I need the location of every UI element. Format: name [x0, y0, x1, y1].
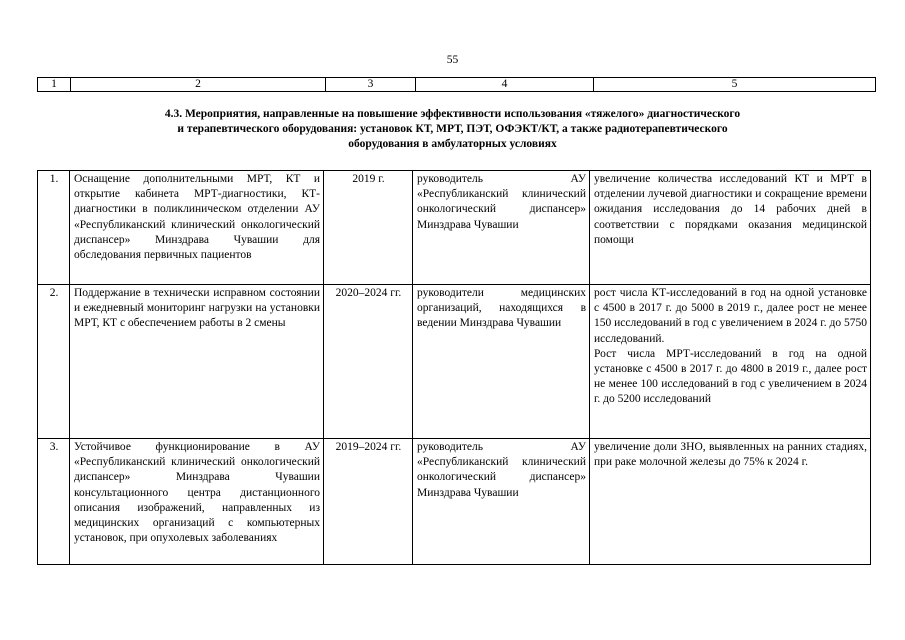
measure-cell: Устойчивое функционирование в АУ «Республиканский клинический онкологический диспансер» Минздрава Чувашии консультационного центра дистанционного описания изображений, направленных из медицинских организаций с компьютерных установок, при опухолевых заболеваниях [70, 439, 324, 565]
result-paragraph: рост числа КТ-исследований в год на одной установке с 4500 в 2017 г. до 5000 в 2019 г., далее рост не менее 150 исследований в год с увеличением в 2024 г. до 5750 исследований. [594, 287, 867, 345]
column-number: 3 [326, 78, 416, 92]
measure-cell: Поддержание в технически исправном состоянии и ежедневный мониторинг нагрузки на установки МРТ, КТ с обеспечением работы в 2 смены [70, 285, 324, 439]
result-cell [590, 171, 871, 285]
column-number: 5 [594, 78, 876, 92]
measure-cell: Оснащение дополнительными МРТ, КТ и открытие кабинета МРТ-диагностики, КТ-диагностики в поликлиническом отделении АУ «Республиканский клинический онкологический диспансер» Минздрава Чувашии для обследования первичных пациентов [70, 171, 324, 285]
period-cell: 2020–2024 гг. [324, 285, 413, 439]
responsible-cell: руководители медицинских организаций, находящихся в ведении Минздрава Чувашии [413, 285, 590, 439]
table-row [38, 171, 871, 285]
column-number: 1 [38, 78, 71, 92]
result-cell [590, 439, 871, 565]
row-number: 1. [38, 171, 70, 285]
section-title-line: и терапевтического оборудования: установок КТ, МРТ, ПЭТ, ОФЭКТ/КТ, а также радиотерапевтического [177, 123, 728, 135]
result-paragraph: увеличение доли ЗНО, выявленных на ранних стадиях, при раке молочной железы до 75% к 2024 г. [594, 441, 867, 469]
result-paragraph: увеличение количества исследований КТ и МРТ в отделении лучевой диагностики и сокращение времени ожидания исследования до 14 рабочих дней в соответствии с порядками оказания медицинской помощи [594, 173, 867, 246]
period-cell: 2019 г. [324, 171, 413, 285]
table-row [38, 285, 871, 439]
column-number: 4 [416, 78, 594, 92]
period-cell: 2019–2024 гг. [324, 439, 413, 565]
responsible-cell: руководитель АУ «Республиканский клинический онкологический диспансер» Минздрава Чувашии [413, 171, 590, 285]
result-paragraph: Рост числа МРТ-исследований в год на одной установке с 4500 в 2017 г. до 4800 в 2019 г., далее рост не менее 100 исследований в год с увеличением в 2024 г. до 5200 исследований [594, 347, 867, 406]
table-row [38, 439, 871, 565]
page-number: 55 [446, 54, 459, 66]
section-title-line: 4.3. Мероприятия, направленные на повышение эффективности использования «тяжелого» диагностического [164, 108, 741, 120]
measures-table [37, 170, 871, 565]
result-cell [590, 285, 871, 439]
column-number: 2 [71, 78, 326, 92]
section-title-line: оборудования в амбулаторных условиях [348, 138, 557, 150]
row-number: 3. [38, 439, 70, 565]
responsible-cell: руководитель АУ «Республиканский клинический онкологический диспансер» Минздрава Чувашии [413, 439, 590, 565]
section-title [60, 107, 845, 152]
column-number-row [37, 77, 876, 92]
row-number: 2. [38, 285, 70, 439]
